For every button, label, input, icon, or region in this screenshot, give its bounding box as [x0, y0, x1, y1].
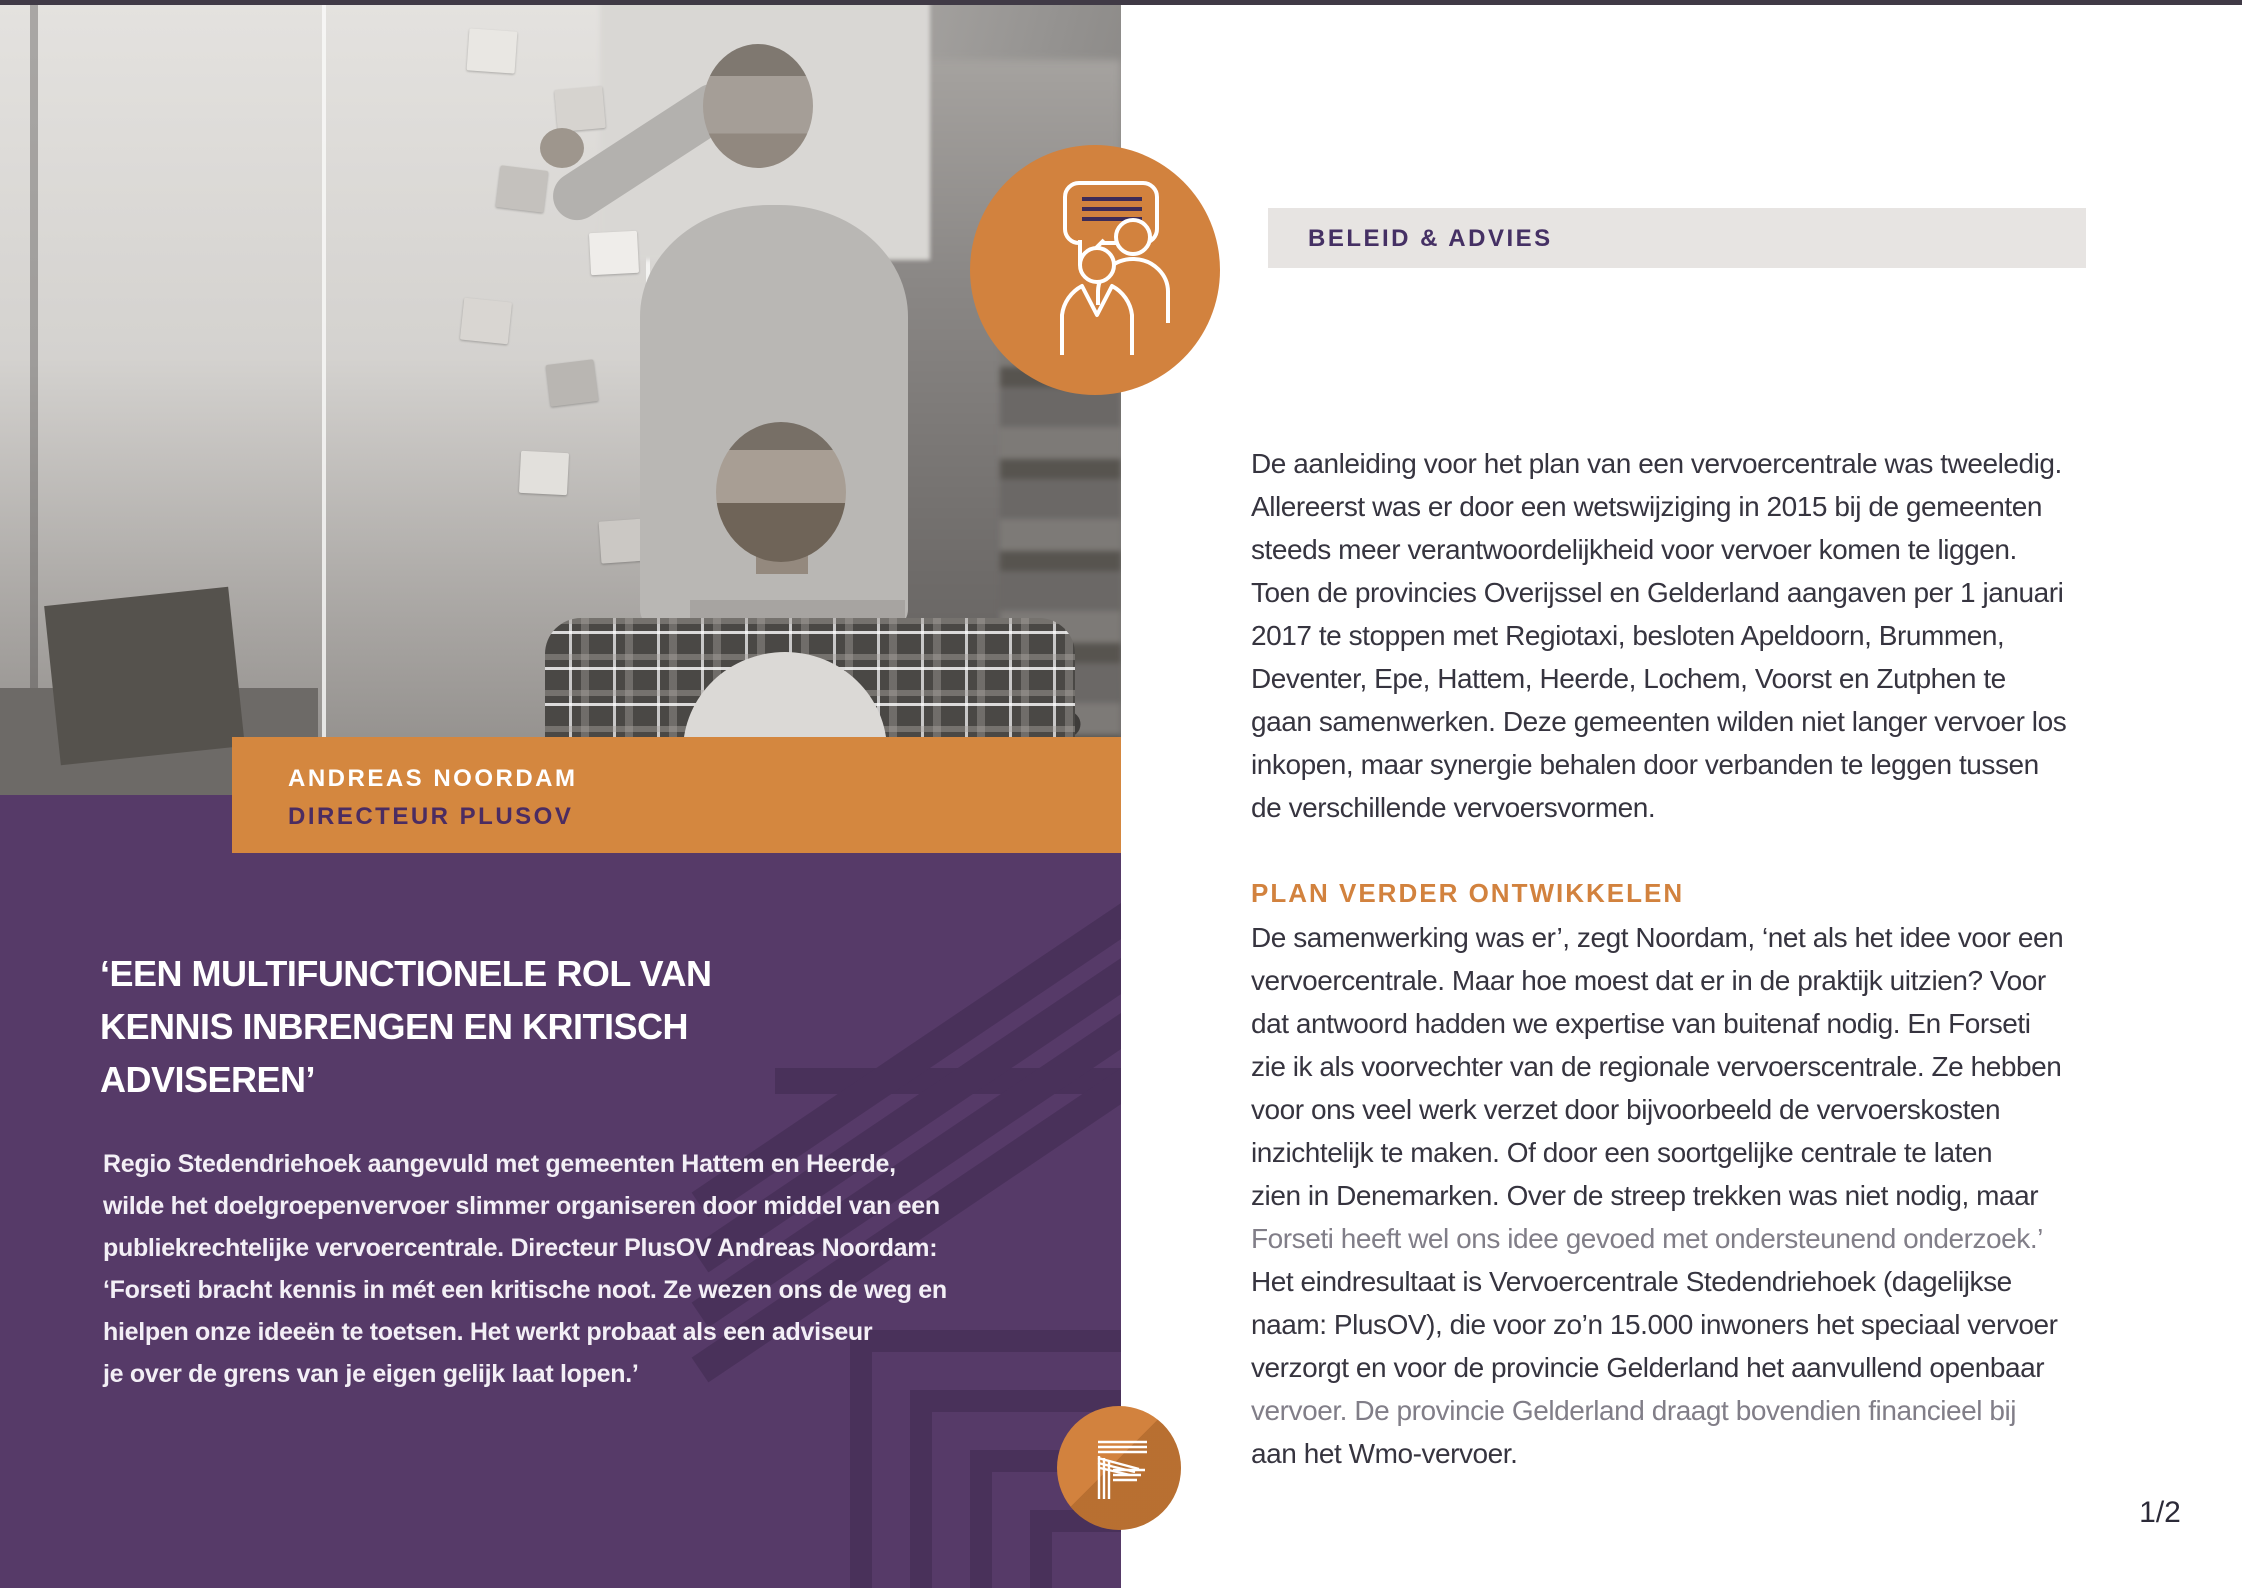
- person-role: DIRECTEUR PLUSOV: [288, 803, 574, 830]
- text-line: dat antwoord hadden we expertise van buitenaf nodig. En Forseti: [1251, 1008, 2031, 1039]
- sticky-note: [589, 231, 639, 275]
- article-paragraph-1: [1251, 442, 2151, 829]
- text-line: Deventer, Epe, Hattem, Heerde, Lochem, Voorst en Zutphen te: [1251, 663, 2006, 694]
- text-line: Forseti heeft wel ons idee gevoed met ondersteunend onderzoek.’: [1251, 1223, 2043, 1254]
- article-paragraph-2: [1251, 916, 2151, 1475]
- text-line: ADVISEREN’: [100, 1059, 316, 1100]
- text-line: inkopen, maar synergie behalen door verbanden te leggen tussen: [1251, 749, 2039, 780]
- text-line: De samenwerking was er’, zegt Noordam, ‘net als het idee voor een: [1251, 922, 2064, 953]
- sticky-note: [519, 451, 569, 495]
- text-line: aan het Wmo-vervoer.: [1251, 1438, 1518, 1469]
- text-line: ‘Forseti bracht kennis in mét een kritische noot. Ze wezen ons de weg en: [103, 1276, 947, 1304]
- text-line: vervoer. De provincie Gelderland draagt bovendien financieel bij: [1251, 1395, 2017, 1426]
- quote-panel: [0, 795, 1121, 1588]
- text-line: verzorgt en voor de provincie Gelderland het aanvullend openbaar: [1251, 1352, 2045, 1383]
- text-line: De aanleiding voor het plan van een vervoercentrale was tweeledig.: [1251, 448, 2062, 479]
- category-label: BELEID & ADVIES: [1308, 225, 1553, 252]
- text-line: Regio Stedendriehoek aangevuld met gemeenten Hattem en Heerde,: [103, 1150, 896, 1178]
- text-line: Het eindresultaat is Vervoercentrale Stedendriehoek (dagelijkse: [1251, 1266, 2012, 1297]
- text-line: inzichtelijk te maken. Of door een soortgelijke centrale te laten: [1251, 1137, 1993, 1168]
- laptop-silhouette: [44, 587, 245, 765]
- person-name: ANDREAS NOORDAM: [288, 765, 578, 792]
- text-line: zien in Denemarken. Over de streep trekken was niet nodig, maar: [1251, 1180, 2039, 1211]
- text-line: voor ons veel werk verzet door bijvoorbeeld de vervoerskosten: [1251, 1094, 2001, 1125]
- standing-person-hand: [540, 128, 584, 168]
- text-line: steeds meer verantwoordelijkheid voor vervoer komen te liggen.: [1251, 534, 2017, 565]
- glass-seam: [322, 0, 326, 795]
- top-edge-strip: [0, 0, 2242, 5]
- quote-intro-text: [103, 1143, 947, 1395]
- sticky-note: [467, 28, 518, 73]
- category-badge-circle: [970, 145, 1220, 395]
- standing-person-head: [703, 44, 813, 168]
- glass-seam: [30, 0, 38, 795]
- section-heading: PLAN VERDER ONTWIKKELEN: [1251, 878, 1685, 908]
- article-body: [1251, 442, 2151, 1475]
- forseti-f-logo-icon: [1057, 1406, 1181, 1530]
- text-line: gaan samenwerken. Deze gemeenten wilden niet langer vervoer los: [1251, 706, 2067, 737]
- seated-person-head: [716, 422, 846, 562]
- name-banner: [232, 737, 1121, 853]
- text-line: ‘EEN MULTIFUNCTIONELE ROL VAN: [100, 953, 712, 994]
- text-line: Allereerst was er door een wetswijziging in 2015 bij de gemeenten: [1251, 491, 2042, 522]
- text-line: publiekrechtelijke vervoercentrale. Directeur PlusOV Andreas Noordam:: [103, 1234, 938, 1262]
- text-line: je over de grens van je eigen gelijk laat lopen.’: [103, 1360, 639, 1388]
- sticky-note: [554, 86, 605, 132]
- sticky-note: [460, 298, 512, 345]
- consultation-speech-bubble-icon: [970, 145, 1220, 395]
- text-line: Toen de provincies Overijssel en Gelderland aangaven per 1 januari: [1251, 577, 2064, 608]
- category-bar: [1268, 208, 2086, 268]
- text-line: 2017 te stoppen met Regiotaxi, besloten Apeldoorn, Brummen,: [1251, 620, 2005, 651]
- sticky-note: [496, 165, 549, 213]
- article-photo: [0, 0, 1121, 795]
- text-line: naam: PlusOV), die voor zo’n 15.000 inwoners het speciaal vervoer: [1251, 1309, 2058, 1340]
- text-line: hielpen onze ideeën te toetsen. Het werkt probaat als een adviseur: [103, 1318, 873, 1346]
- forseti-logo-circle: [1057, 1406, 1181, 1530]
- page-number: 1/2: [2139, 1496, 2181, 1529]
- quote-heading: [100, 947, 712, 1106]
- text-line: vervoercentrale. Maar hoe moest dat er in de praktijk uitzien? Voor: [1251, 965, 2046, 996]
- text-line: de verschillende vervoersvormen.: [1251, 792, 1656, 823]
- text-line: wilde het doelgroepenvervoer slimmer organiseren door middel van een: [103, 1192, 940, 1220]
- text-line: zie ik als voorvechter van de regionale vervoerscentrale. Ze hebben: [1251, 1051, 2062, 1082]
- text-line: KENNIS INBRENGEN EN KRITISCH: [100, 1006, 689, 1047]
- sticky-note: [546, 359, 599, 407]
